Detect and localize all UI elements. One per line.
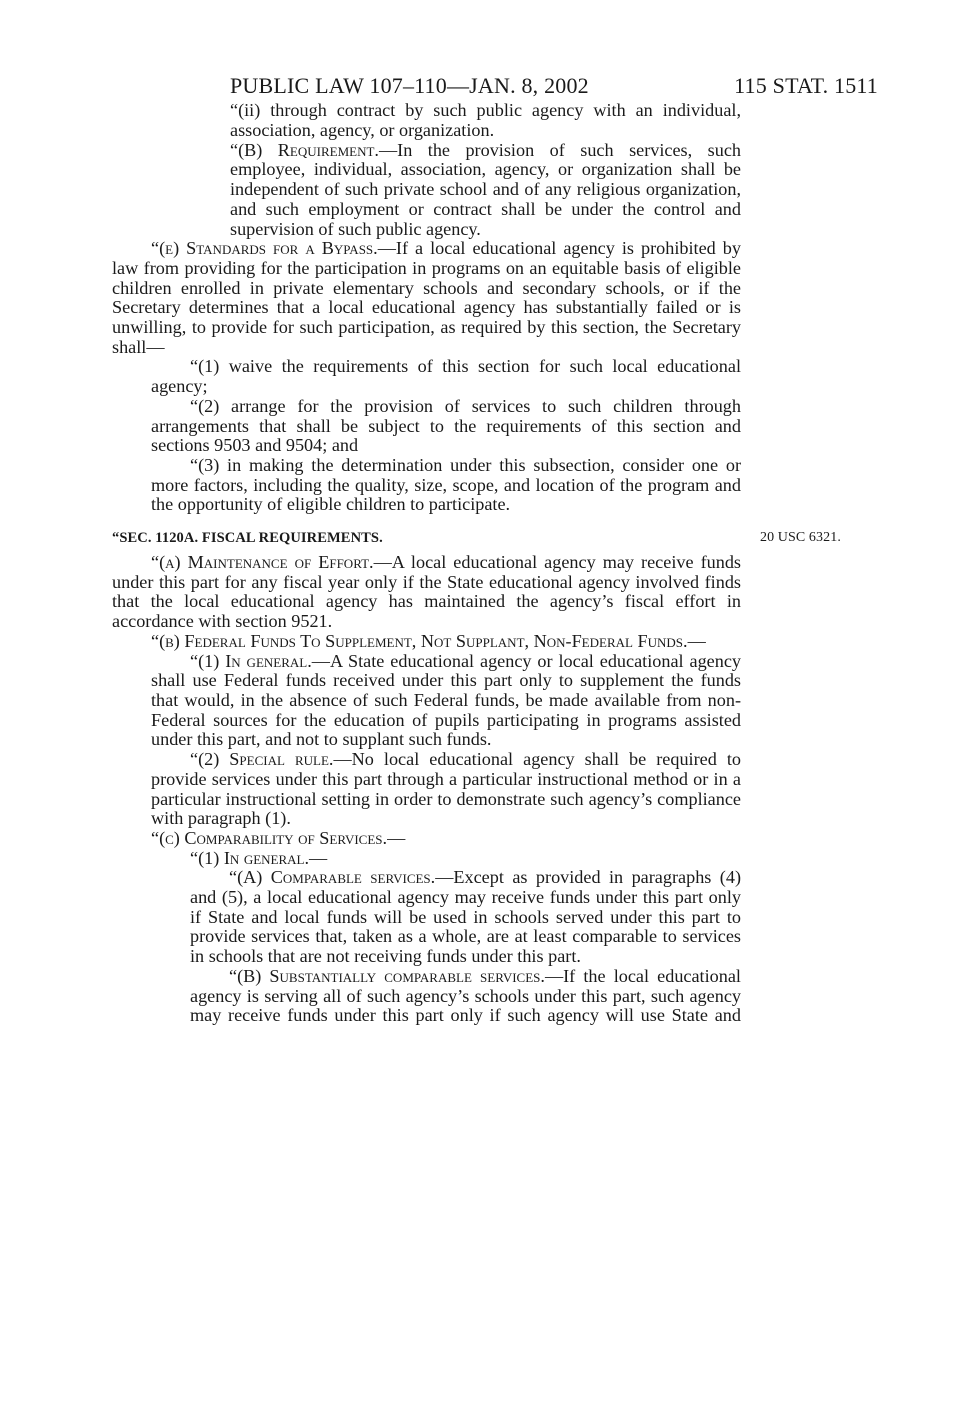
- paragraph-b2-special-rule: [112, 750, 741, 829]
- paragraph-e-bypass: [112, 239, 741, 357]
- section-heading-text: “SEC. 1120A. FISCAL REQUIREMENTS.: [112, 530, 383, 547]
- paragraph-b2-heading: “(2) Special rule.: [190, 749, 334, 770]
- paragraph-c1a-comparable: [112, 868, 741, 967]
- paragraph-e1-waive: “(1) waive the requirements of this section for such local educational agency;: [151, 356, 741, 397]
- paragraph-b1-general: [112, 652, 741, 751]
- paragraph-a-heading: “(a) Maintenance of Effort.: [151, 552, 374, 573]
- paragraph-c1-heading: “(1) In general.: [190, 847, 310, 868]
- section-heading: [112, 529, 841, 547]
- paragraph-c1b-text: —If the local educational agency is serving all of such agency’s schools under this part, such agency may receive funds under this part only if such agency will use State and: [190, 965, 741, 1026]
- paragraph-c1a-heading: “(A) Comparable services.: [229, 867, 436, 888]
- paragraph-e-heading: “(e) Standards for a Bypass.: [151, 238, 378, 259]
- paragraph-c1a-text: —Except as provided in paragraphs (4) and (5), a local educational agency may receive funds under this part only if State and local funds will be used in schools served under this part to provide services that, taken as a whole, are at least comparable to services in schools that are not receiving funds under this part.: [190, 867, 742, 967]
- paragraph-c1b-heading: “(B) Substantially comparable services.: [229, 965, 545, 986]
- paragraph-e2-arrange: “(2) arrange for the provision of services to such children through arrangements that shall be subject to the requirements of this section and sections 9503 and 9504; and: [151, 395, 741, 456]
- paragraph-b1-heading: “(1) In general.: [190, 650, 312, 671]
- paragraph-b1-text: —A State educational agency or local educational agency shall use Federal funds received under this part only to supplement the funds that would, in the absence of such Federal funds, be made available from non-Federal sources for the education of pupils participating in programs assisted under this part, and not to supplant such funds.: [151, 650, 741, 750]
- page-header: [230, 73, 878, 103]
- paragraph-b-federal-heading: “(b) Federal Funds To Supplement, Not Supplant, Non-Federal Funds.: [151, 630, 688, 651]
- paragraph-c-comparability: [112, 829, 741, 849]
- paragraph-b-text: —In the provision of such services, such employee, individual, association, agency, or organization shall be independent of such private school and of any religious organization, and such employment or contract shall be under the control and supervision of such public agency.: [230, 139, 741, 239]
- margin-note-usc: 20 USC 6321.: [760, 530, 841, 546]
- paragraph-ii-contract-text: “(ii) through contract by such public agency with an individual, association, agency, or organization.: [230, 100, 741, 141]
- paragraph-c-heading: “(c) Comparability of Services.: [151, 827, 388, 848]
- paragraph-c-text: —: [387, 827, 406, 848]
- paragraph-c1-text: —: [309, 847, 328, 868]
- paragraph-b-federal-funds: [112, 632, 741, 652]
- paragraph-b2-text: —No local educational agency shall be required to provide services under this part through a particular instructional method or in a particular instructional setting in order to demonstrate such agency’s compliance with paragraph (1).: [151, 749, 741, 829]
- paragraph-b-federal-text: —: [687, 630, 706, 651]
- paragraph-e3-determination: “(3) in making the determination under this subsection, consider one or more factors, including the quality, size, scope, and location of the program and the opportunity of eligible children to participate.: [151, 454, 741, 515]
- page-body: [112, 100, 841, 1026]
- paragraph-e-text: —If a local educational agency is prohibited by law from providing for the participation in programs on an equitable basis of eligible children enrolled in private elementary schools and secondary schools, or if the Secretary determines that a local educational agency has substantially failed or is unwilling, to provide for such participation, as required by this section, the Secretary shall—: [112, 238, 741, 357]
- paragraph-a-maintenance: [112, 553, 741, 632]
- paragraph-a-text: —A local educational agency may receive funds under this part for any fiscal year only if the State educational agency involved finds that the local educational agency has maintained the agency’s fiscal effort in accordance with section 9521.: [112, 552, 741, 632]
- header-stat-page: 115 STAT. 1511: [734, 73, 878, 98]
- paragraph-b-requirement: [112, 141, 741, 240]
- paragraph-b-heading: “(B) Requirement.: [230, 139, 379, 160]
- paragraph-c1-general: [112, 849, 741, 869]
- paragraph-c1b-substantially: [112, 967, 741, 1026]
- header-citation: PUBLIC LAW 107–110—JAN. 8, 2002: [230, 73, 589, 98]
